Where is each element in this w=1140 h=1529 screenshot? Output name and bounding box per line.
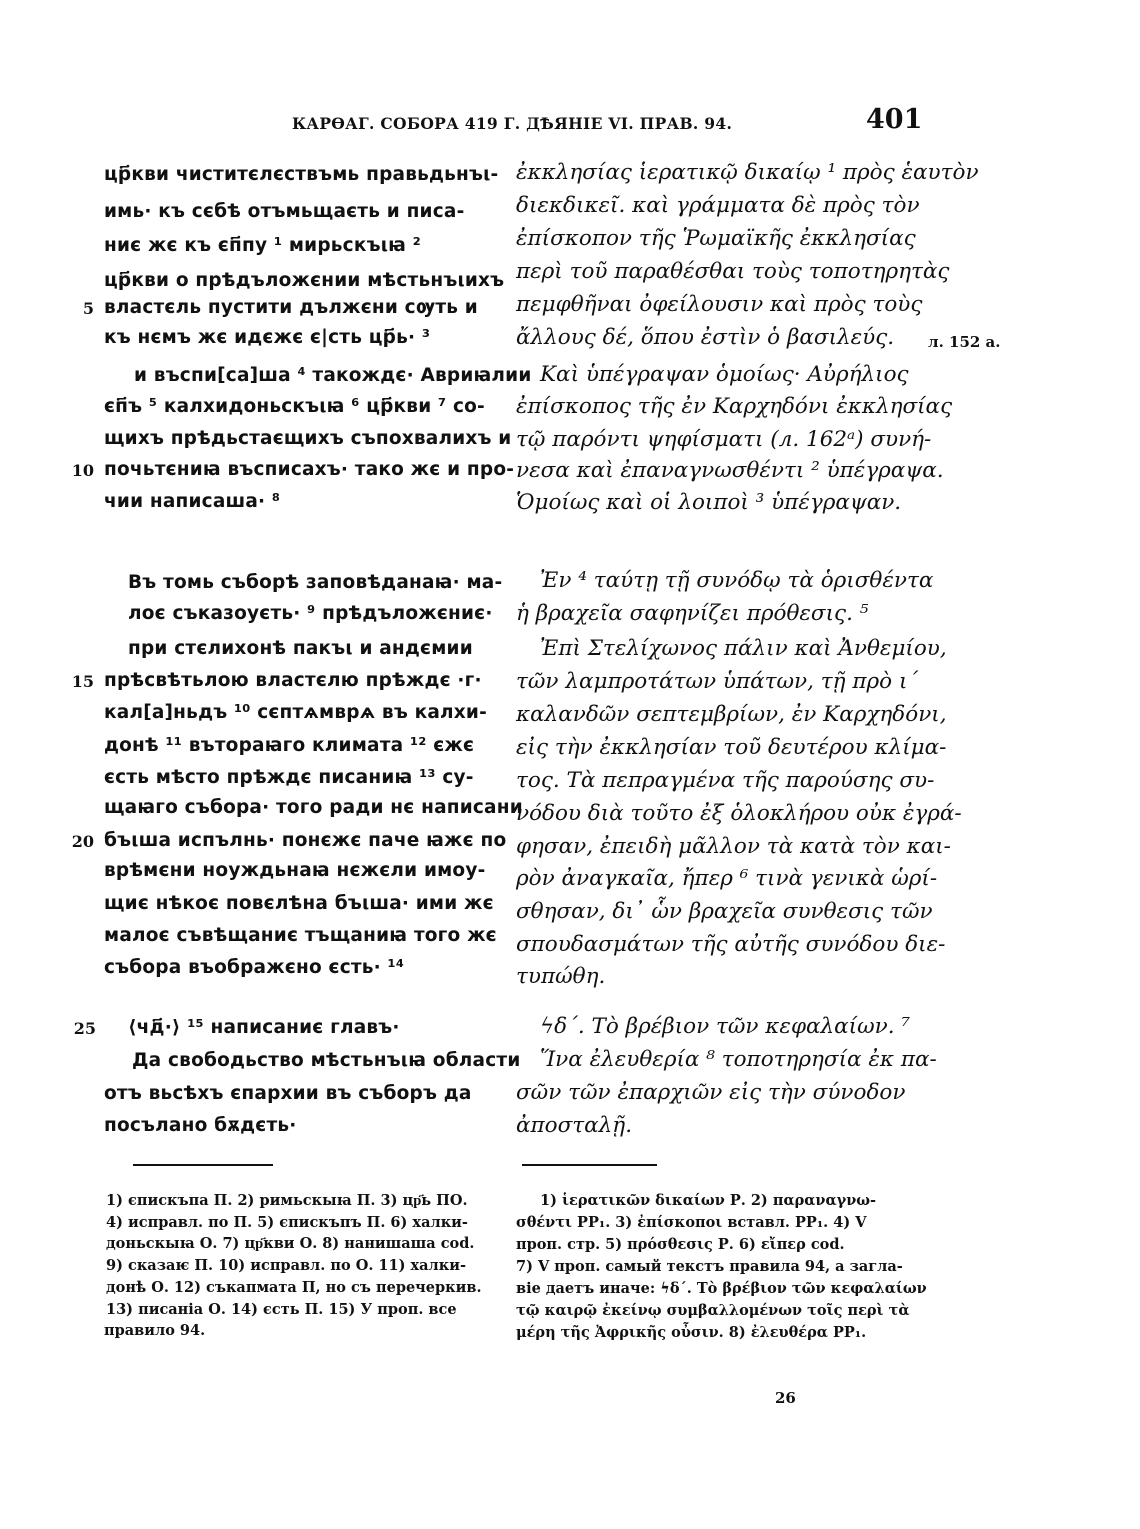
slavonic-line: почьтєниꙗ въсписахъ· тако жє и про- [104, 459, 515, 480]
slavonic-line: имь· къ сєбѣ отъмьщаєть и писа- [104, 201, 465, 222]
line-number: 5 [82, 299, 94, 318]
footnote-line-left: доньскыꙗ О. 7) цр҃кви О. 8) нанишаша cod. [106, 1235, 475, 1253]
slavonic-line: Да свободьство мѣстьнъιꙗ области [132, 1050, 521, 1071]
greek-line: τυπώθη. [516, 964, 606, 989]
slavonic-line: цр҃кви чиститєлєствъмь правьдьнъι- [104, 164, 499, 185]
slavonic-line: посълано бѫдєть· [104, 1115, 297, 1136]
footnote-line-right: 1) ἱερατικῶν δικαίων Р. 2) παραναγνω- [540, 1192, 877, 1209]
greek-line: περὶ τοῦ παραθέσθαι τοὺς τοποτηρητὰς [516, 259, 950, 284]
footnote-line-right: віе даетъ иначе: ϟδ´. Τὸ βρέβιον τῶν κεφαλαίων [516, 1280, 927, 1297]
slavonic-line: єсть мѣсто прѣждє писаниꙗ ¹³ су- [104, 767, 474, 788]
line-number: 20 [71, 832, 94, 851]
greek-line: ἐκκλησίας ἱερατικῷ δικαίῳ ¹ πρὸς ἑαυτὸν [516, 160, 979, 185]
greek-line: ἡ βραχεῖα σαφηνίζει πρόθεσις. ⁵ [516, 601, 869, 626]
greek-line: διεκδικεῖ. καὶ γράμματα δὲ πρὸς τὸν [516, 193, 920, 218]
slavonic-line: къ нємъ жє идєжє є|сть цр҃ь· ³ [104, 327, 431, 348]
footnote-rule-right [522, 1164, 657, 1166]
slavonic-line: събора въображєно єсть· ¹⁴ [104, 957, 405, 978]
slavonic-line: кал[а]ньдъ ¹⁰ сєптѧмврѧ въ калхи- [104, 702, 487, 723]
greek-line: ἄλλους δέ, ὅπου ἐστὶν ὁ βασιλεύς. [516, 325, 895, 350]
slavonic-line: при стєлихонѣ пакъι и андємии [128, 638, 473, 659]
greek-line: ἀποσταλῇ. [516, 1113, 633, 1138]
slavonic-line: прѣсвѣтьлою властєлю прѣждє ·г· [104, 670, 482, 691]
slavonic-line: донѣ ¹¹ вътораꙗго климата ¹² єжє [104, 735, 475, 756]
slavonic-line: ниє жє къ єп҃пу ¹ мирьскъιꙗ ² [104, 235, 421, 256]
greek-line: Ὁμοίως καὶ οἱ λοιποὶ ³ ὑπέγραψαν. [516, 490, 902, 515]
greek-line: σθησαν, δι᾽ ὧν βραχεῖα συνθεσις τῶν [516, 899, 933, 924]
greek-line: σπουδασμάτων τῆς αὐτῆς συνόδου διε- [516, 932, 946, 957]
greek-line: τος. Τὰ πεπραγμένα τῆς παρούσης συ- [516, 768, 935, 793]
signature-mark: 26 [775, 1389, 796, 1407]
footnote-line-left: 13) писаніа О. 14) єсть П. 15) У проп. все [106, 1300, 457, 1318]
greek-line: τῷ παρόντι ψηφίσματι (л. 162ᵃ) συνή- [516, 427, 932, 452]
slavonic-line: лоє съказоуєть· ⁹ прѣдъложєниє· [128, 603, 493, 624]
greek-line: πεμφθῆναι ὀφείλουσιν καὶ πρὸς τοὺς [516, 292, 923, 317]
line-number: 25 [73, 1019, 96, 1038]
slavonic-line: єп҃ъ ⁵ калхидоньскъιꙗ ⁶ цр҃кви ⁷ со- [104, 396, 485, 417]
line-number: 15 [71, 672, 94, 691]
greek-line: νόδου διὰ τοῦτο ἐξ ὁλοκλήρου οὐκ ἐγρά- [516, 801, 962, 826]
slavonic-line: ⟨чд҃·⟩ ¹⁵ написаниє главъ· [128, 1017, 400, 1038]
slavonic-line: и въспи[са]ша ⁴ такождє· Авриꙗлии [134, 365, 532, 386]
footnote-line-right: μέρη τῆς Ἀφρικῆς οὖσιν. 8) ἐλευθέρα PP₁. [516, 1324, 867, 1341]
footnote-line-right: проп. стр. 5) πρόσθεσις Р. 6) εἴπερ cod. [516, 1236, 845, 1253]
greek-line: ρὸν ἀναγκαῖα, ἤπερ ⁶ τινὰ γενικὰ ὡρί- [516, 866, 938, 891]
footnote-line-right: 7) V проп. самый текстъ правила 94, а загла- [516, 1258, 903, 1275]
slavonic-line: щиє нѣкоє повєлѣна бъιша· ими жє [104, 893, 494, 914]
slavonic-line: щаꙗго събора· того ради нє написани [104, 797, 523, 818]
greek-line: σῶν τῶν ἐπαρχιῶν εἰς τὴν σύνοδον [516, 1080, 906, 1105]
page-number: 401 [866, 104, 923, 135]
greek-line: Ἐν ⁴ ταύτῃ τῇ συνόδῳ τὰ ὁρισθέντα [540, 568, 934, 593]
slavonic-line: властєль пустити дължєни сѹть и [104, 297, 478, 318]
footnote-rule-left [133, 1164, 273, 1166]
footnote-line-right: σθέντι PP₁. 3) ἐπίσκοποι вставл. PP₁. 4) V [516, 1214, 867, 1231]
footnote-line-left: 4) исправл. по П. 5) єпискъпъ П. 6) халки- [106, 1213, 468, 1231]
greek-line: ϟδ´. Τὸ βρέβιον τῶν κεφαλαίων. ⁷ [540, 1014, 910, 1039]
footnote-line-left: 9) сказаѥ П. 10) исправл. по О. 11) халки- [106, 1257, 467, 1275]
greek-line: εἰς τὴν ἐκκλησίαν τοῦ δευτέρου κλίμα- [516, 735, 947, 760]
greek-line: φησαν, ἐπειδὴ μᾶλλον τὰ κατὰ τὸν και- [516, 834, 951, 859]
slavonic-line: щихъ прѣдьстаєщихъ съпохвалихъ и [104, 428, 512, 449]
footnote-line-left: донѣ О. 12) съкапмата П, но съ перечеркив. [106, 1278, 482, 1296]
slavonic-line: Въ томь съборѣ заповѣданаꙗ· ма- [128, 572, 503, 593]
greek-line: νεσα καὶ ἐπαναγνωσθέντι ² ὑπέγραψα. [516, 458, 944, 483]
running-title: КАРѲАГ. СОБОРА 419 Г. ДѢЯНІЕ VI. ПРАВ. 94. [292, 114, 733, 133]
slavonic-line: малоє съвѣщаниє тъщаниꙗ того жє [104, 925, 497, 946]
slavonic-line: отъ вьсѣхъ єпархии въ съборъ да [104, 1083, 472, 1104]
slavonic-line: бъιша испълнь· понєжє паче ꙗжє по [104, 830, 507, 851]
margin-folio-reference: л. 152 а. [928, 333, 1001, 351]
line-number: 10 [71, 461, 94, 480]
slavonic-line: чии написаша· ⁸ [104, 491, 281, 512]
greek-line: καλανδῶν σεπτεμβρίων, ἐν Καρχηδόνι, [516, 702, 947, 727]
greek-line: τῶν λαμπροτάτων ὑπάτων, τῇ πρὸ ι´ [516, 669, 919, 694]
footnote-line-left: 1) єпискъпа П. 2) римьскыꙗ П. 3) цр҃ь ПО. [106, 1192, 468, 1209]
greek-line: ἐπίσκοπος τῆς ἐν Καρχηδόνι ἐκκλησίας [516, 394, 953, 419]
footnote-line-right: τῷ καιρῷ ἐκείνῳ συμβαλλομένων τοῖς περὶ τὰ [516, 1302, 910, 1319]
greek-line: Καὶ ὑπέγραψαν ὁμοίως· Αὐρήλιος [540, 362, 909, 387]
footnote-line-left: правило 94. [104, 1322, 206, 1340]
greek-line: Ἐπὶ Στελίχωνος πάλιν καὶ Ἀνθεμίου, [540, 636, 947, 661]
slavonic-line: цр҃кви о прѣдъложєнии мѣстьнъιихъ [104, 270, 505, 291]
slavonic-line: врѣмєни ноуждьнаꙗ нєжєли имоу- [104, 860, 486, 881]
greek-line: Ἵνα ἐλευθερία ⁸ τοποτηρησία ἐκ πα- [540, 1047, 937, 1072]
greek-line: ἐπίσκοπον τῆς Ῥωμαϊκῆς ἐκκλησίας [516, 226, 916, 251]
